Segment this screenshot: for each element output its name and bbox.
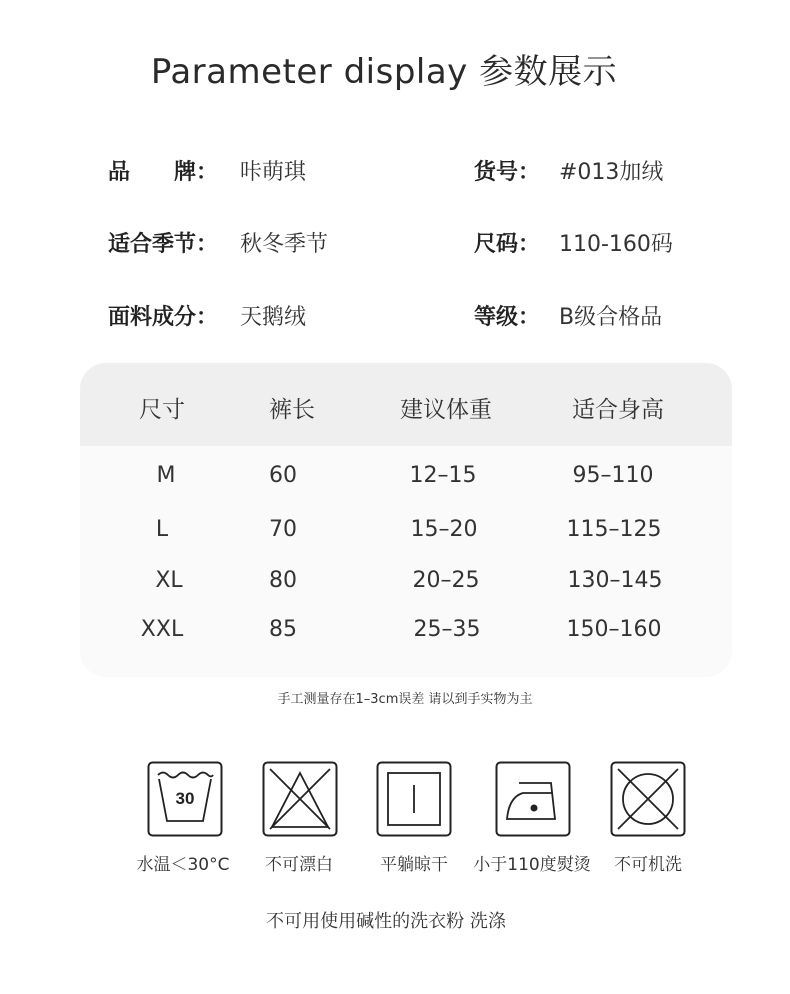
washing-warning: 不可用使用碱性的洗衣粉 洗涤 — [266, 911, 506, 932]
cell-size: XL — [155, 568, 183, 593]
fabric-value: 天鹅绒 — [240, 305, 307, 330]
grade-value: B级合格品 — [559, 305, 663, 330]
item-no-label: 货号： — [474, 160, 541, 185]
cell-size: XXL — [140, 617, 184, 642]
page-title: Parameter display 参数展示 — [150, 52, 618, 92]
measurement-note: 手工测量存在1–3cm误差 请以到手实物为主 — [277, 692, 533, 707]
size-table — [80, 363, 732, 677]
size-range-value: 110-160码 — [559, 232, 673, 257]
wash-30-icon — [147, 761, 223, 837]
cell-height: 150–160 — [566, 617, 662, 642]
param-brand — [108, 158, 307, 188]
no-machine-wash-icon — [610, 761, 686, 837]
dry-flat-icon — [376, 761, 452, 837]
cell-length: 60 — [269, 463, 297, 488]
cell-weight: 25–35 — [413, 617, 481, 642]
item-no-value: #013加绒 — [559, 160, 664, 185]
wash-temp-badge: 30 — [175, 789, 195, 808]
fabric-label: 面料成分： — [108, 305, 219, 330]
season-value: 秋冬季节 — [240, 232, 329, 257]
cell-size: L — [155, 517, 169, 542]
cell-size: M — [156, 463, 176, 488]
size-table-header — [80, 363, 732, 446]
iron-low-icon — [495, 761, 571, 837]
season-label: 适合季节： — [108, 232, 219, 257]
cell-height: 130–145 — [567, 568, 663, 593]
cell-length: 80 — [269, 568, 297, 593]
cell-weight: 12–15 — [409, 463, 477, 488]
cell-length: 85 — [269, 617, 297, 642]
cell-weight: 20–25 — [412, 568, 480, 593]
header-height: 适合身高 — [572, 397, 664, 423]
care-label-dry-flat: 平躺晾干 — [380, 855, 448, 875]
header-size: 尺寸 — [139, 397, 185, 423]
param-grade — [474, 303, 663, 333]
cell-height: 95–110 — [572, 463, 654, 488]
care-label-no-bleach: 不可漂白 — [265, 855, 333, 875]
care-label-wash-temp: 水温＜30°C — [136, 855, 230, 875]
param-item-no — [474, 158, 664, 188]
care-label-no-machine-wash: 不可机洗 — [614, 855, 682, 875]
param-size-range — [474, 230, 673, 260]
header-pants-length: 裤长 — [269, 397, 315, 423]
grade-label: 等级： — [474, 305, 541, 330]
cell-weight: 15–20 — [410, 517, 478, 542]
cell-length: 70 — [269, 517, 297, 542]
no-bleach-icon — [262, 761, 338, 837]
param-fabric — [108, 303, 307, 333]
header-weight: 建议体重 — [400, 397, 492, 423]
brand-label: 品 牌： — [108, 160, 219, 185]
param-season — [108, 230, 329, 260]
care-label-iron: 小于110度熨烫 — [473, 855, 591, 875]
brand-value: 咔萌琪 — [240, 160, 307, 185]
cell-height: 115–125 — [566, 517, 662, 542]
size-range-label: 尺码： — [474, 232, 541, 257]
